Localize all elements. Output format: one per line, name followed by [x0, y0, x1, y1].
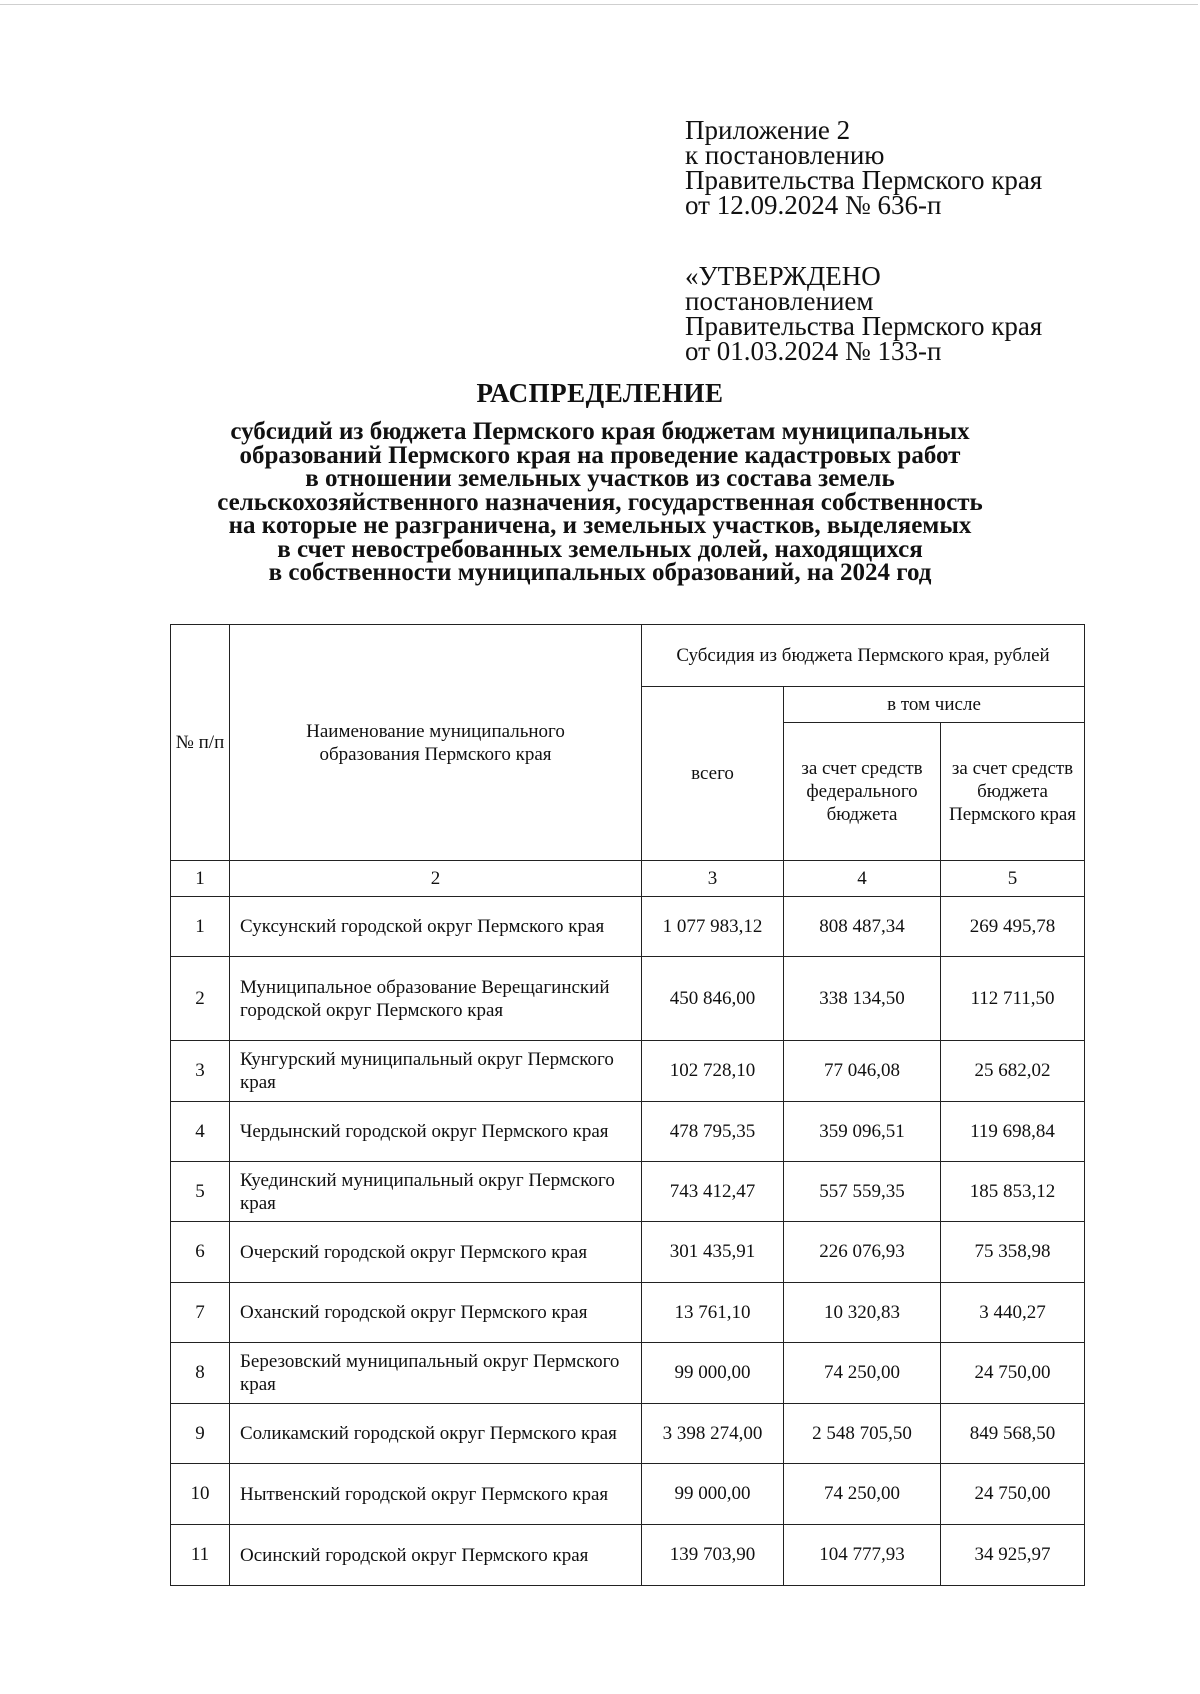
- amount-federal: 808 487,34: [784, 897, 941, 957]
- municipality-name: Нытвенский городской округ Пермского края: [230, 1464, 642, 1525]
- document-subtitle: [150, 420, 1050, 585]
- annex-line: от 12.09.2024 № 636-п: [685, 190, 942, 220]
- annex-line: Правительства Пермского края: [685, 165, 1043, 195]
- amount-federal: 104 777,93: [784, 1525, 941, 1586]
- column-number-row: [171, 861, 1085, 897]
- amount-federal: 557 559,35: [784, 1162, 941, 1222]
- amount-federal: 2 548 705,50: [784, 1404, 941, 1464]
- municipality-name: Кунгурский муниципальный округ Пермского края: [230, 1041, 642, 1102]
- amount-regional: 24 750,00: [941, 1464, 1085, 1525]
- amount-total: 450 846,00: [642, 957, 784, 1041]
- amount-federal: 74 250,00: [784, 1343, 941, 1404]
- header-name: Наименование муниципального образования Пермского края: [230, 625, 642, 861]
- row-number: 1: [171, 897, 230, 957]
- approval-line: постановлением: [685, 286, 874, 316]
- column-number: 3: [642, 861, 784, 897]
- municipality-name: Суксунский городской округ Пермского края: [230, 897, 642, 957]
- subsidy-table: [170, 624, 1085, 1586]
- amount-total: 99 000,00: [642, 1464, 784, 1525]
- table-row: [171, 1162, 1085, 1222]
- municipality-name: Березовский муниципальный округ Пермского края: [230, 1343, 642, 1404]
- approval-line: от 01.03.2024 № 133-п: [685, 336, 942, 366]
- row-number: 5: [171, 1162, 230, 1222]
- column-number: 2: [230, 861, 642, 897]
- amount-total: 139 703,90: [642, 1525, 784, 1586]
- amount-total: 743 412,47: [642, 1162, 784, 1222]
- subtitle-line: субсидий из бюджета Пермского края бюджетам муниципальных: [230, 418, 970, 445]
- row-number: 9: [171, 1404, 230, 1464]
- table-row: [171, 897, 1085, 957]
- row-number: 11: [171, 1525, 230, 1586]
- scan-edge: [0, 0, 1198, 5]
- table-row: [171, 957, 1085, 1041]
- row-number: 7: [171, 1283, 230, 1343]
- amount-federal: 359 096,51: [784, 1102, 941, 1162]
- table-row: [171, 1283, 1085, 1343]
- row-number: 10: [171, 1464, 230, 1525]
- amount-regional: 119 698,84: [941, 1102, 1085, 1162]
- amount-total: 13 761,10: [642, 1283, 784, 1343]
- amount-regional: 269 495,78: [941, 897, 1085, 957]
- header-regional: за счет средств бюджета Пермского края: [941, 723, 1085, 861]
- row-number: 4: [171, 1102, 230, 1162]
- amount-regional: 185 853,12: [941, 1162, 1085, 1222]
- amount-regional: 75 358,98: [941, 1222, 1085, 1283]
- table-row: [171, 1343, 1085, 1404]
- table-row: [171, 1041, 1085, 1102]
- amount-federal: 338 134,50: [784, 957, 941, 1041]
- municipality-name: Чердынский городской округ Пермского края: [230, 1102, 642, 1162]
- amount-total: 3 398 274,00: [642, 1404, 784, 1464]
- amount-regional: 3 440,27: [941, 1283, 1085, 1343]
- column-number: 5: [941, 861, 1085, 897]
- annex-block: [685, 115, 1043, 220]
- row-number: 3: [171, 1041, 230, 1102]
- approval-line: Правительства Пермского края: [685, 311, 1043, 341]
- row-number: 6: [171, 1222, 230, 1283]
- subtitle-line: на которые не разграничена, и земельных участков, выделяемых: [228, 512, 972, 539]
- amount-total: 301 435,91: [642, 1222, 784, 1283]
- municipality-name: Куединский муниципальный округ Пермского края: [230, 1162, 642, 1222]
- column-number: 4: [784, 861, 941, 897]
- row-number: 8: [171, 1343, 230, 1404]
- annex-line: Приложение 2: [685, 115, 851, 145]
- subtitle-line: в собственности муниципальных образований, на 2024 год: [268, 559, 932, 586]
- amount-federal: 10 320,83: [784, 1283, 941, 1343]
- document-title: РАСПРЕДЕЛЕНИЕ: [476, 378, 724, 408]
- amount-regional: 112 711,50: [941, 957, 1085, 1041]
- municipality-name: Оханский городской округ Пермского края: [230, 1283, 642, 1343]
- amount-regional: 849 568,50: [941, 1404, 1085, 1464]
- table-row: [171, 1525, 1085, 1586]
- row-number: 2: [171, 957, 230, 1041]
- subtitle-line: в счет невостребованных земельных долей, находящихся: [277, 535, 923, 563]
- header-subsidy: Субсидия из бюджета Пермского края, рублей: [642, 625, 1085, 687]
- amount-total: 102 728,10: [642, 1041, 784, 1102]
- amount-federal: 77 046,08: [784, 1041, 941, 1102]
- amount-total: 478 795,35: [642, 1102, 784, 1162]
- amount-federal: 74 250,00: [784, 1464, 941, 1525]
- annex-line: к постановлению: [685, 140, 885, 170]
- header-including: в том числе: [784, 687, 1085, 723]
- table-row: [171, 1222, 1085, 1283]
- municipality-name: Осинский городской округ Пермского края: [230, 1525, 642, 1586]
- approval-block: [685, 261, 1043, 366]
- header-num: № п/п: [171, 625, 230, 861]
- municipality-name: Муниципальное образование Верещагинский городской округ Пермского края: [230, 957, 642, 1041]
- amount-federal: 226 076,93: [784, 1222, 941, 1283]
- amount-total: 1 077 983,12: [642, 897, 784, 957]
- table-row: [171, 1102, 1085, 1162]
- approval-line: «УТВЕРЖДЕНО: [685, 261, 881, 291]
- municipality-name: Соликамский городской округ Пермского края: [230, 1404, 642, 1464]
- table-row: [171, 1404, 1085, 1464]
- amount-regional: 24 750,00: [941, 1343, 1085, 1404]
- amount-regional: 34 925,97: [941, 1525, 1085, 1586]
- amount-total: 99 000,00: [642, 1343, 784, 1404]
- municipality-name: Очерский городской округ Пермского края: [230, 1222, 642, 1283]
- header-federal: за счет средств федерального бюджета: [784, 723, 941, 861]
- subtitle-line: сельскохозяйственного назначения, государственная собственность: [217, 488, 983, 516]
- column-number: 1: [171, 861, 230, 897]
- header-total: всего: [642, 687, 784, 861]
- subtitle-line: образований Пермского края на проведение кадастровых работ: [239, 441, 961, 469]
- subtitle-line: в отношении земельных участков из состава земель: [305, 465, 895, 492]
- table-row: [171, 1464, 1085, 1525]
- amount-regional: 25 682,02: [941, 1041, 1085, 1102]
